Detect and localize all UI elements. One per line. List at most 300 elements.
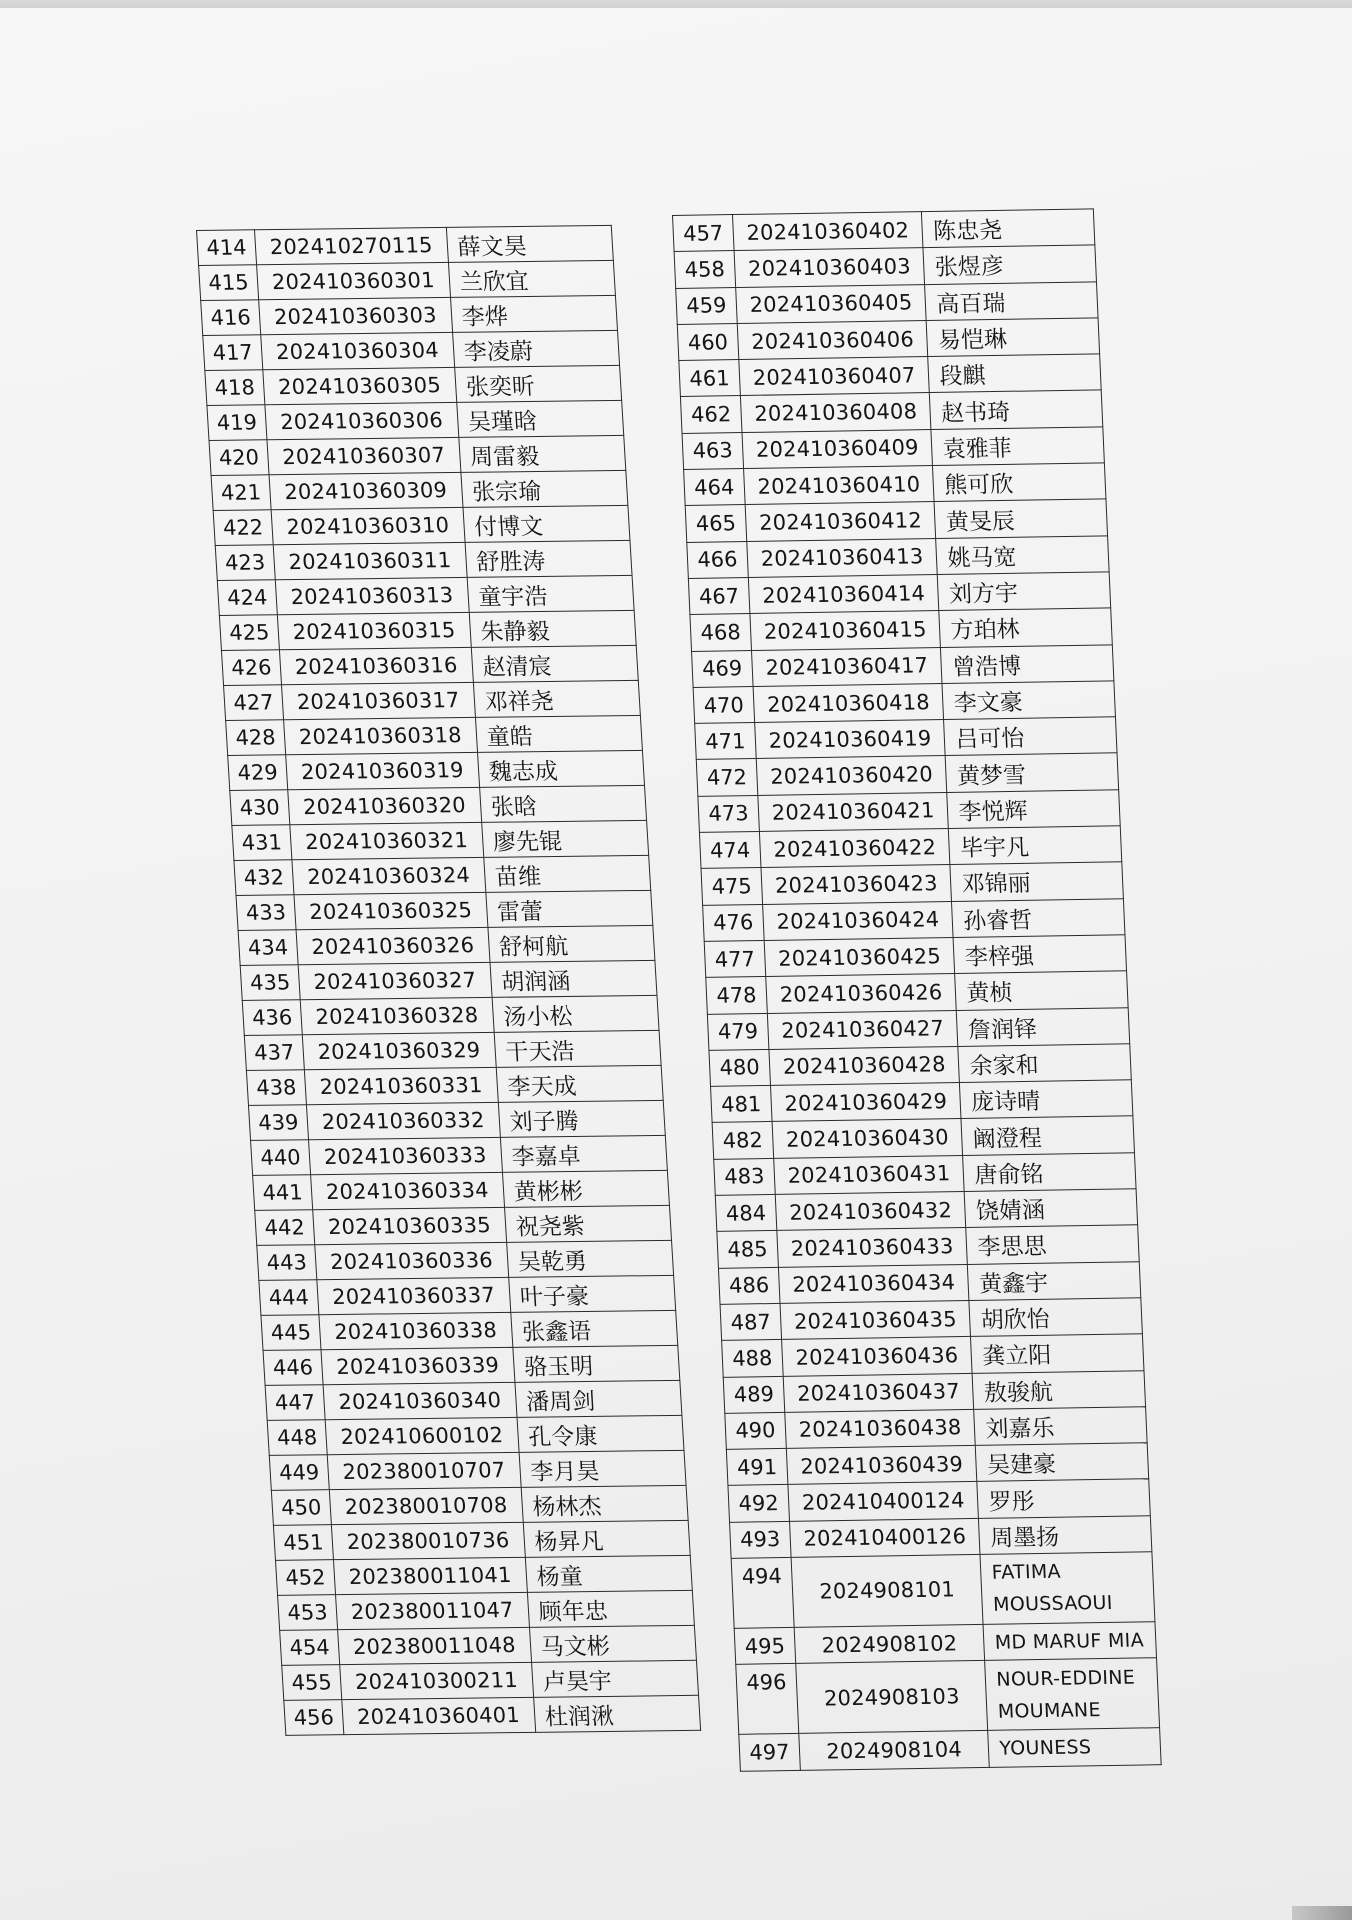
row-number: 429 <box>228 755 288 791</box>
row-number: 471 <box>695 723 756 760</box>
row-number: 482 <box>712 1122 773 1159</box>
row-number: 437 <box>244 1035 304 1071</box>
student-name: 张煜彦 <box>923 245 1096 284</box>
student-name: 刘嘉乐 <box>974 1407 1147 1446</box>
row-number: 441 <box>253 1175 313 1211</box>
table-row <box>236 890 653 930</box>
student-name: 杜润湫 <box>533 1695 700 1732</box>
student-name: 胡欣怡 <box>969 1298 1142 1337</box>
student-name: 刘方宇 <box>938 572 1111 611</box>
student-id: 202410360327 <box>298 962 492 999</box>
student-name: 吴乾勇 <box>506 1240 673 1277</box>
student-name: 庞诗晴 <box>960 1080 1133 1119</box>
student-name: 李天成 <box>496 1065 663 1102</box>
student-name: 赵书琦 <box>930 390 1103 429</box>
row-number: 452 <box>275 1560 335 1596</box>
table-row <box>232 820 649 860</box>
student-id: 202410360415 <box>750 611 941 650</box>
row-number: 479 <box>707 1013 768 1050</box>
row-number: 418 <box>205 370 265 406</box>
table-row <box>211 470 628 510</box>
student-name: 黄桢 <box>955 971 1128 1010</box>
table-row <box>284 1695 701 1735</box>
row-number: 455 <box>282 1665 342 1701</box>
paper-sheet <box>0 8 1352 1920</box>
student-name: 祝尧紫 <box>504 1205 671 1242</box>
row-number: 473 <box>698 795 759 832</box>
row-number: 449 <box>269 1455 329 1491</box>
row-number: 481 <box>711 1086 772 1123</box>
row-number: 456 <box>284 1700 344 1736</box>
student-id: 202410400126 <box>789 1518 980 1557</box>
student-id: 202410360339 <box>321 1347 515 1384</box>
row-number: 446 <box>263 1350 323 1386</box>
table-row <box>205 365 622 405</box>
student-id: 202410360309 <box>269 472 463 509</box>
student-name: 舒胜涛 <box>465 540 632 577</box>
photo-corner-edge <box>1292 1906 1352 1920</box>
student-name: 李思思 <box>966 1225 1139 1264</box>
row-number: 468 <box>690 614 751 651</box>
student-name: 唐俞铭 <box>963 1152 1136 1191</box>
table-row <box>238 925 655 965</box>
student-id: 202410360402 <box>732 212 923 251</box>
row-number: 475 <box>701 868 762 905</box>
row-number: 427 <box>224 685 284 721</box>
student-id: 202410360429 <box>770 1083 961 1122</box>
student-id: 202380010736 <box>331 1522 525 1559</box>
table-row <box>739 1728 1161 1771</box>
student-id: 202410360315 <box>277 612 471 649</box>
student-id: 202410600102 <box>325 1417 519 1454</box>
student-id: 202380010708 <box>329 1487 523 1524</box>
table-row <box>217 575 634 615</box>
student-name: 骆玉明 <box>513 1345 680 1382</box>
student-id: 202410360311 <box>273 542 467 579</box>
table-row <box>282 1660 699 1700</box>
student-name: 廖先锟 <box>481 820 648 857</box>
student-id: 202410360421 <box>758 792 949 831</box>
student-id: 202410360332 <box>306 1102 500 1139</box>
student-id: 202410360423 <box>761 865 952 904</box>
student-name: FATIMA MOUSSAOUI <box>980 1552 1154 1625</box>
student-id: 202410360435 <box>780 1300 971 1339</box>
student-name: 黄彬彬 <box>502 1170 669 1207</box>
student-name: 黄鑫宇 <box>968 1261 1141 1300</box>
student-id: 202410360437 <box>783 1373 974 1412</box>
table-row <box>265 1380 682 1420</box>
table-row <box>267 1415 684 1455</box>
student-id: 202410360438 <box>785 1409 976 1448</box>
student-id: 202410360401 <box>342 1697 536 1734</box>
table-row <box>261 1310 678 1350</box>
row-number: 440 <box>251 1140 311 1176</box>
student-name: 吴建豪 <box>976 1443 1149 1482</box>
row-number: 428 <box>226 720 286 756</box>
row-number: 496 <box>736 1664 799 1735</box>
student-id: 202410360310 <box>271 507 465 544</box>
row-number: 483 <box>714 1158 775 1195</box>
row-number: 466 <box>687 541 748 578</box>
table-row <box>255 1205 672 1245</box>
student-name: 饶婧涵 <box>965 1189 1138 1228</box>
student-name: 周墨扬 <box>979 1515 1152 1554</box>
student-name: 卢昊宇 <box>531 1660 698 1697</box>
student-name: 姚马宽 <box>936 536 1109 575</box>
table-row <box>246 1065 663 1105</box>
row-number: 492 <box>728 1485 789 1522</box>
table-row <box>209 435 626 475</box>
row-number: 426 <box>221 650 281 686</box>
row-number: 465 <box>685 505 746 542</box>
row-number: 457 <box>673 215 734 252</box>
student-id: 202410360422 <box>759 829 950 868</box>
table-row <box>731 1552 1155 1629</box>
row-number: 445 <box>261 1315 321 1351</box>
row-number: 470 <box>693 686 754 723</box>
student-name: 邓祥尧 <box>473 680 640 717</box>
row-number: 443 <box>257 1245 317 1281</box>
student-name: 孙睿哲 <box>952 898 1125 937</box>
table-row <box>226 715 643 755</box>
table-row <box>219 610 636 650</box>
student-id: 202410360316 <box>279 647 473 684</box>
table-row <box>207 400 624 440</box>
student-id: 2024908102 <box>794 1624 985 1663</box>
student-id: 202410360335 <box>313 1207 507 1244</box>
student-id: 202410270115 <box>254 227 448 264</box>
student-id: 202410360301 <box>256 262 450 299</box>
student-name: 陈忠尧 <box>922 209 1095 248</box>
student-id: 202410360334 <box>310 1172 504 1209</box>
row-number: 458 <box>674 251 735 288</box>
table-row <box>271 1485 688 1525</box>
student-id: 202410360340 <box>323 1382 517 1419</box>
student-name: 龚立阳 <box>971 1334 1144 1373</box>
student-id: 202410360424 <box>762 901 953 940</box>
student-name: MD MARUF MIA <box>984 1622 1157 1661</box>
table-row <box>736 1658 1160 1735</box>
student-id: 202410360307 <box>267 437 461 474</box>
table-row <box>278 1590 695 1630</box>
student-name: 童皓 <box>475 715 642 752</box>
student-name: 张宗瑜 <box>461 470 628 507</box>
student-name: 袁雅菲 <box>931 427 1104 466</box>
student-name: 张鑫语 <box>510 1310 677 1347</box>
student-name: 李凌蔚 <box>452 330 619 367</box>
student-name: 黄旻辰 <box>935 499 1108 538</box>
student-name: 熊可欣 <box>933 463 1106 502</box>
table-row <box>213 505 630 545</box>
table-row <box>240 960 657 1000</box>
student-name: 孔令康 <box>517 1415 684 1452</box>
student-id: 202410360418 <box>753 683 944 722</box>
student-id: 202410360431 <box>773 1155 964 1194</box>
table-row <box>221 645 638 685</box>
table-row <box>259 1275 676 1315</box>
student-id: 202410360305 <box>263 367 457 404</box>
student-name: 吕可怡 <box>944 717 1117 756</box>
row-number: 419 <box>207 405 267 441</box>
row-number: 495 <box>734 1627 795 1664</box>
row-number: 461 <box>679 360 740 397</box>
student-id: 202410360320 <box>288 787 482 824</box>
student-list-table-right <box>672 208 1162 1771</box>
row-number: 439 <box>248 1105 308 1141</box>
student-id: 202410360428 <box>769 1046 960 1085</box>
student-name: 付博文 <box>463 505 630 542</box>
student-id: 202410360317 <box>281 682 475 719</box>
table-row <box>234 855 651 895</box>
table-row <box>248 1100 665 1140</box>
student-id: 202410360329 <box>302 1032 496 1069</box>
student-id: 202410360436 <box>781 1337 972 1376</box>
table-row <box>201 295 618 335</box>
student-name: 赵清宸 <box>471 645 638 682</box>
student-name: 李悦辉 <box>947 790 1120 829</box>
table-row <box>280 1625 697 1665</box>
student-id: 202410360403 <box>734 248 925 287</box>
student-name: 杨林杰 <box>521 1485 688 1522</box>
student-name: 叶子豪 <box>508 1275 675 1312</box>
row-number: 434 <box>238 930 298 966</box>
student-name: 童宇浩 <box>467 575 634 612</box>
student-name: 张奕昕 <box>454 365 621 402</box>
row-number: 435 <box>240 965 300 1001</box>
student-id: 202380011048 <box>337 1627 531 1664</box>
row-number: 474 <box>699 832 760 869</box>
table-row <box>275 1555 692 1595</box>
student-name: 马文彬 <box>529 1625 696 1662</box>
student-id: 202410360318 <box>283 717 477 754</box>
student-name: 罗彤 <box>977 1479 1150 1518</box>
row-number: 451 <box>273 1525 333 1561</box>
row-number: 478 <box>706 977 767 1014</box>
table-row <box>257 1240 674 1280</box>
student-name: 顾年忠 <box>527 1590 694 1627</box>
row-number: 414 <box>197 230 257 266</box>
row-number: 494 <box>731 1557 794 1628</box>
row-number: 438 <box>246 1070 306 1106</box>
student-name: NOUR-EDDINE MOUMANE <box>985 1658 1159 1731</box>
row-number: 490 <box>725 1412 786 1449</box>
row-number: 433 <box>236 895 296 931</box>
student-id: 202380010707 <box>327 1452 521 1489</box>
row-number: 484 <box>715 1194 776 1231</box>
student-list-table-left <box>196 225 701 1736</box>
student-name: 邓锦丽 <box>950 862 1123 901</box>
student-id: 202410360412 <box>745 502 936 541</box>
row-number: 476 <box>703 904 764 941</box>
row-number: 420 <box>209 440 269 476</box>
student-id: 2024908101 <box>791 1554 984 1627</box>
student-name: 薛文昊 <box>446 225 613 262</box>
student-name: 毕宇凡 <box>949 826 1122 865</box>
student-id: 202410360319 <box>286 752 480 789</box>
student-id: 202410360337 <box>317 1277 511 1314</box>
student-name: 阚澄程 <box>961 1116 1134 1155</box>
row-number: 415 <box>199 265 259 301</box>
row-number: 485 <box>717 1231 778 1268</box>
row-number: 469 <box>692 650 753 687</box>
row-number: 431 <box>232 825 292 861</box>
table-row <box>253 1170 670 1210</box>
table-row <box>230 785 647 825</box>
student-name: 胡润涵 <box>490 960 657 997</box>
student-id: 202410360326 <box>296 927 490 964</box>
table-row <box>197 225 614 265</box>
student-id: 202380011047 <box>335 1592 529 1629</box>
student-name: 刘子腾 <box>498 1100 665 1137</box>
student-id: 202410360413 <box>747 538 938 577</box>
student-name: 干天浩 <box>494 1030 661 1067</box>
row-number: 486 <box>718 1267 779 1304</box>
student-id: 202410360426 <box>766 974 957 1013</box>
row-number: 425 <box>219 615 279 651</box>
student-id: 2024908103 <box>796 1661 989 1734</box>
student-name: 李文豪 <box>942 681 1115 720</box>
student-id: 202410360433 <box>777 1228 968 1267</box>
student-id: 202410360427 <box>767 1010 958 1049</box>
student-name: 周雷毅 <box>458 435 625 472</box>
row-number: 480 <box>709 1049 770 1086</box>
student-id: 202410360410 <box>743 466 934 505</box>
student-name: 吴瑾晗 <box>456 400 623 437</box>
table-row <box>203 330 620 370</box>
row-number: 459 <box>676 287 737 324</box>
student-id: 202410360430 <box>772 1119 963 1158</box>
row-number: 450 <box>271 1490 331 1526</box>
table-row <box>228 750 645 790</box>
row-number: 423 <box>215 545 275 581</box>
row-number: 417 <box>203 335 263 371</box>
student-name: 曾浩博 <box>941 644 1114 683</box>
row-number: 460 <box>677 323 738 360</box>
student-name: 汤小松 <box>492 995 659 1032</box>
student-name: 高百瑞 <box>925 281 1098 320</box>
row-number: 432 <box>234 860 294 896</box>
student-name: 李嘉卓 <box>500 1135 667 1172</box>
row-number: 453 <box>278 1595 338 1631</box>
row-number: 467 <box>688 577 749 614</box>
student-name: 朱静毅 <box>469 610 636 647</box>
student-id: 202410360439 <box>786 1446 977 1485</box>
student-id: 202410360336 <box>315 1242 509 1279</box>
student-id: 2024908104 <box>799 1731 990 1770</box>
row-number: 436 <box>242 1000 302 1036</box>
student-name: 段麒 <box>928 354 1101 393</box>
student-id: 202410360306 <box>265 402 459 439</box>
student-name: 兰欣宜 <box>448 260 615 297</box>
student-name: 杨童 <box>525 1555 692 1592</box>
row-number: 430 <box>230 790 290 826</box>
student-name: 余家和 <box>958 1044 1131 1083</box>
student-name: 舒柯航 <box>488 925 655 962</box>
student-name: 苗维 <box>483 855 650 892</box>
row-number: 447 <box>265 1385 325 1421</box>
table-row <box>251 1135 668 1175</box>
student-id: 202410360321 <box>290 822 484 859</box>
row-number: 424 <box>217 580 277 616</box>
row-number: 464 <box>684 469 745 506</box>
student-id: 202410360419 <box>754 720 945 759</box>
student-id: 202410360338 <box>319 1312 513 1349</box>
student-id: 202410360333 <box>308 1137 502 1174</box>
row-number: 442 <box>255 1210 315 1246</box>
row-number: 448 <box>267 1420 327 1456</box>
row-number: 454 <box>280 1630 340 1666</box>
table-row <box>199 260 616 300</box>
row-number: 497 <box>739 1734 800 1771</box>
table-row <box>273 1520 690 1560</box>
row-number: 488 <box>722 1340 783 1377</box>
student-id: 202410360304 <box>261 332 455 369</box>
row-number: 444 <box>259 1280 319 1316</box>
student-id: 202410360331 <box>304 1067 498 1104</box>
student-id: 202410360405 <box>735 284 926 323</box>
row-number: 477 <box>704 940 765 977</box>
student-name: 杨昇凡 <box>523 1520 690 1557</box>
table-row <box>215 540 632 580</box>
table-row <box>263 1345 680 1385</box>
student-id: 202410360313 <box>275 577 469 614</box>
student-id: 202410360425 <box>764 937 955 976</box>
student-name: 魏志成 <box>477 750 644 787</box>
student-id: 202410360303 <box>259 297 453 334</box>
row-number: 489 <box>723 1376 784 1413</box>
student-id: 202410360407 <box>739 357 930 396</box>
table-row <box>242 995 659 1035</box>
student-name: 李梓强 <box>954 935 1127 974</box>
table-row <box>269 1450 686 1490</box>
row-number: 422 <box>213 510 273 546</box>
row-number: 462 <box>680 396 741 433</box>
student-name: 潘周剑 <box>515 1380 682 1417</box>
student-name: 雷蕾 <box>485 890 652 927</box>
student-id: 202410360325 <box>294 892 488 929</box>
student-id: 202410360409 <box>742 429 933 468</box>
student-id: 202410360406 <box>737 320 928 359</box>
student-name: 李烨 <box>450 295 617 332</box>
student-id: 202410360408 <box>740 393 931 432</box>
student-id: 202410360432 <box>775 1191 966 1230</box>
student-name: 黄梦雪 <box>946 753 1119 792</box>
student-name: 敖骏航 <box>973 1370 1146 1409</box>
student-id: 202410360324 <box>292 857 486 894</box>
student-id: 202410360417 <box>751 647 942 686</box>
student-id: 202410400124 <box>788 1482 979 1521</box>
student-id: 202380011041 <box>333 1557 527 1594</box>
table-row <box>224 680 641 720</box>
row-number: 416 <box>201 300 261 336</box>
student-name: 方珀林 <box>939 608 1112 647</box>
student-id: 202410360328 <box>300 997 494 1034</box>
row-number: 472 <box>696 759 757 796</box>
table-row <box>244 1030 661 1070</box>
row-number: 421 <box>211 475 271 511</box>
student-id: 202410360414 <box>748 574 939 613</box>
row-number: 463 <box>682 432 743 469</box>
student-id: 202410300211 <box>340 1662 534 1699</box>
student-name: YOUNESS <box>988 1728 1161 1767</box>
row-number: 491 <box>726 1448 787 1485</box>
student-id: 202410360420 <box>756 756 947 795</box>
row-number: 487 <box>720 1303 781 1340</box>
student-name: 易恺琳 <box>927 318 1100 357</box>
student-name: 李月昊 <box>519 1450 686 1487</box>
student-id: 202410360434 <box>778 1264 969 1303</box>
student-name: 张晗 <box>479 785 646 822</box>
